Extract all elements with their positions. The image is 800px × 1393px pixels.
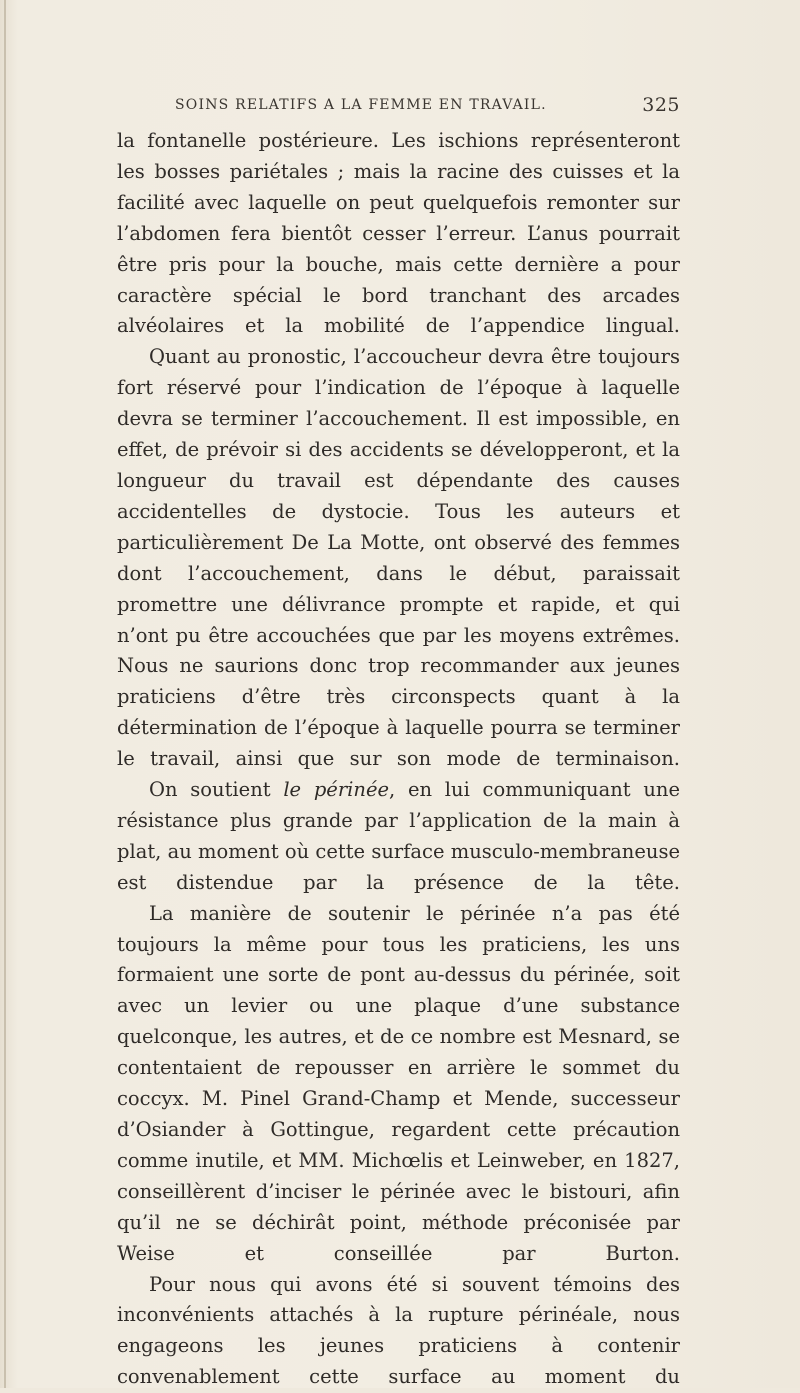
paragraph-1: la fontanelle postérieure. Les ischions représenteront les bosses pariétales ; mais la racine des cuisses et la facilité avec laquelle on peut quelquefois remonter sur l’abdomen fera bientôt cesser l’erreur. L’anus pourrait être pris pour la bouche, mais cette dernière a pour caractère spécial le bord tranchant des arcades alvéolaires et la mobilité de l’appendice lingual.	[117, 129, 680, 338]
gutter-edge	[4, 0, 6, 1388]
body-text	[117, 126, 680, 1393]
italic-term: le périnée	[283, 778, 390, 802]
paragraph-3-start: On soutient	[149, 778, 284, 802]
paragraph-5: Pour nous qui avons été si souvent témoins des inconvénients attachés à la rupture périnéale, nous engageons les jeunes praticiens à contenir convenablement cette surface au moment du	[117, 1272, 680, 1389]
paragraph-3	[117, 775, 680, 899]
paragraph-4: La manière de soutenir le périnée n’a pas été toujours la même pour tous les praticiens, les uns formaient une sorte de pont au-dessus du périnée, soit avec un levier ou une plaque d’une substance quelconque, les autres, et de ce nombre est Mesnard, se contentaient de repousser en arrière le sommet du coccyx. M. Pinel Grand-Champ et Mende, successeur d’Osiander à Gottingue, regardent cette précaution comme inutile, et MM. Michœlis et Leinweber, en 1827, conseillèrent d’inciser le périnée avec le bistouri, afin qu’il ne se déchirât point, méthode préconisée par Weise et conseillée par Burton.	[117, 901, 680, 1265]
page-number: 325	[642, 94, 680, 116]
paragraph-2: Quant au pronostic, l’accoucheur devra être toujours fort réservé pour l’indication de l’époque à laquelle devra se terminer l’accouchement. Il est impossible, en effet, de prévoir si des accidents se développeront, et la longueur du travail est dépendante des causes accidentelles de dystocie. Tous les auteurs et particulièrement De La Motte, ont observé des femmes dont l’accouchement, dans le début, paraissait promettre une délivrance prompte et rapide, et qui n’ont pu être accouchées que par les moyens extrêmes. Nous ne saurions donc trop recommander aux jeunes praticiens d’être très circonspects quant à la détermination de l’époque à laquelle pourra se terminer le travail, ainsi que sur son mode de terminaison.	[117, 345, 680, 771]
running-title: SOINS RELATIFS A LA FEMME EN TRAVAIL.	[175, 97, 547, 113]
paragraph-3-rest: , en lui communiquant une résistance plus grande par l’application de la main à plat, au moment où cette surface musculo-membraneuse est distendue par la présence de la tête.	[117, 778, 680, 894]
running-header	[175, 94, 680, 118]
